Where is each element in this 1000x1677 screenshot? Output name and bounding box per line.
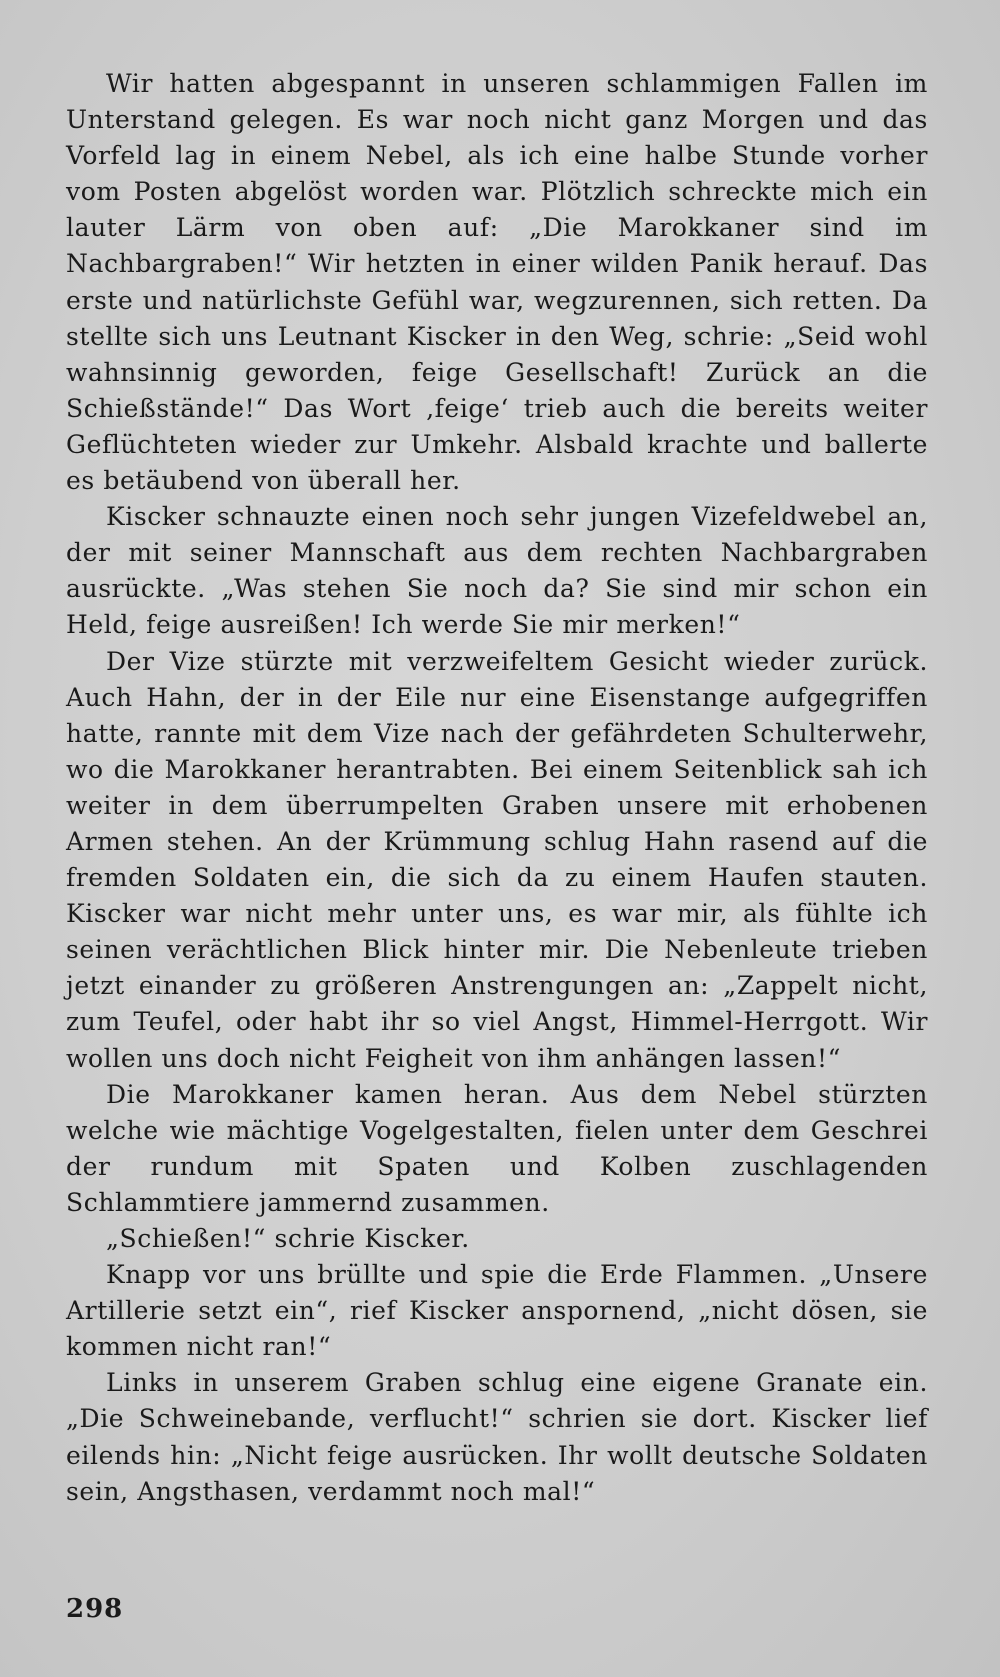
paragraph-2: Kiscker schnauzte einen noch sehr jungen Vizefeldwebel an, der mit seiner Mannschaft aus dem rechten Nachbargraben ausrückte. „Was stehen Sie noch da? Sie sind mir schon ein Held, feige ausreißen! Ich werde Sie mir merken!“ (66, 502, 928, 640)
paragraph-6: Knapp vor uns brüllte und spie die Erde Flammen. „Unsere Artillerie setzt ein“, rief Kiscker anspornend, „nicht dösen, sie kommen nicht ran!“ (66, 1260, 928, 1362)
paragraph-7: Links in unserem Graben schlug eine eigene Granate ein. „Die Schweinebande, verflucht!“ schrien sie dort. Kiscker lief eilends hin: „Nicht feige ausrücken. Ihr wollt deutsche Soldaten sein, Angsthasen, verdammt noch mal!“ (66, 1368, 928, 1506)
page-number: 298 (66, 1594, 124, 1624)
paragraph-1: Wir hatten abgespannt in unseren schlammigen Fallen im Unterstand gelegen. Es war noch nicht ganz Morgen und das Vorfeld lag in einem Nebel, als ich eine halbe Stunde vorher vom Posten abgelöst worden war. Plötzlich schreckte mich ein lauter Lärm von oben auf: „Die Marokkaner sind im Nachbargraben!“ Wir hetzten in einer wilden Panik herauf. Das erste und natürlichste Gefühl war, wegzurennen, sich retten. Da stellte sich uns Leutnant Kiscker in den Weg, schrie: „Seid wohl wahnsinnig geworden, feige Gesellschaft! Zurück an die Schießstände!“ Das Wort ‚feige‘ trieb auch die bereits weiter Geflüchteten wieder zur Umkehr. Alsbald krachte und ballerte es betäubend von überall her. (66, 69, 928, 496)
paragraph-4: Die Marokkaner kamen heran. Aus dem Nebel stürzten welche wie mächtige Vogelgestalten, fielen unter dem Geschrei der rundum mit Spaten und Kolben zuschlagenden Schlammtiere jammernd zusammen. (66, 1079, 928, 1217)
body-text (66, 66, 928, 1510)
paragraph-3: Der Vize stürzte mit verzweifeltem Gesicht wieder zurück. Auch Hahn, der in der Eile nur eine Eisenstange aufgegriffen hatte, rannte mit dem Vize nach der gefährdeten Schulterwehr, wo die Marokkaner herantrabten. Bei einem Seitenblick sah ich weiter in dem überrumpelten Graben unsere mit erhobenen Armen stehen. An der Krümmung schlug Hahn rasend auf die fremden Soldaten ein, die sich da zu einem Haufen stauten. Kiscker war nicht mehr unter uns, es war mir, als fühlte ich seinen verächtlichen Blick hinter mir. Die Nebenleute trieben jetzt einander zu größeren Anstrengungen an: „Zappelt nicht, zum Teufel, oder habt ihr so viel Angst, Himmel-Herrgott. Wir wollen uns doch nicht Feigheit von ihm anhängen lassen!“ (66, 646, 928, 1073)
paragraph-5: „Schießen!“ schrie Kiscker. (106, 1224, 470, 1253)
